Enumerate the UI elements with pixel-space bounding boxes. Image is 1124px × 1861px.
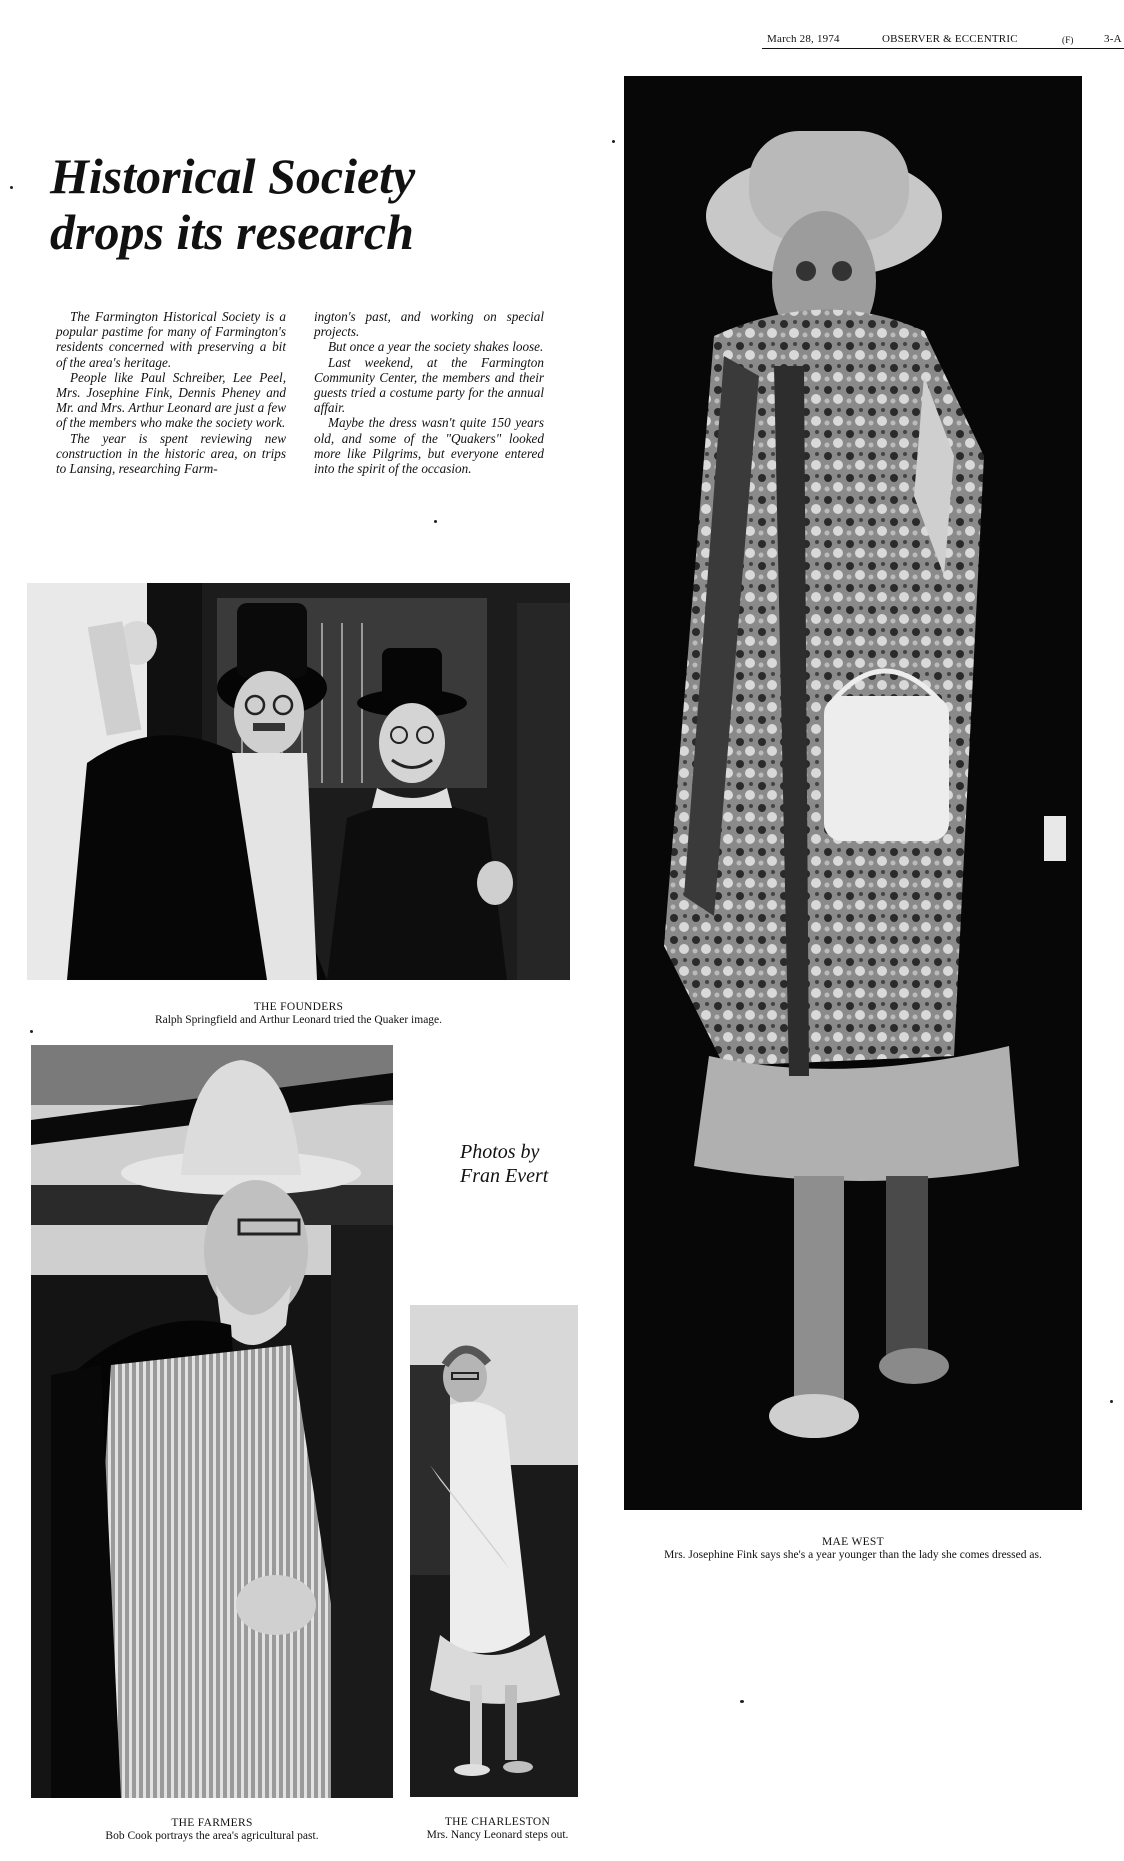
farmers-caption-text: Bob Cook portrays the area's agricultural past. xyxy=(105,1830,319,1842)
mae-west-caption xyxy=(624,1536,1082,1562)
farmers-photo xyxy=(31,1045,393,1798)
charleston-photo xyxy=(410,1305,578,1797)
page-number: 3-A xyxy=(1104,33,1122,45)
issue-date: March 28, 1974 xyxy=(767,33,840,45)
farmers-caption-heading: THE FARMERS xyxy=(171,1817,253,1829)
article-paragraph: Last weekend, at the Farmington Community Center, the members and their guests tried a costume party for the annual affair. xyxy=(314,354,544,416)
founders-caption-heading: THE FOUNDERS xyxy=(253,1001,344,1013)
scan-speck xyxy=(10,186,13,189)
scan-speck xyxy=(612,140,615,143)
article-paragraph: Maybe the dress wasn't quite 150 years old, and some of the "Quakers" looked more like Pilgrims, but everyone entered into the spirit of the occasion. xyxy=(314,415,544,477)
mae-west-photo xyxy=(624,76,1082,1510)
scan-speck xyxy=(1110,1400,1113,1403)
scan-speck xyxy=(434,520,437,523)
founders-caption-text: Ralph Springfield and Arthur Leonard tried the Quaker image. xyxy=(154,1014,443,1026)
headline xyxy=(50,148,570,260)
article-paragraph: People like Paul Schreiber, Lee Peel, Mrs. Josephine Fink, Dennis Pheney and Mr. and Mrs. Arthur Leonard are just a few of the members who make the society work. xyxy=(56,369,286,431)
masthead-rule xyxy=(762,48,1124,49)
photo-credit-line-2: Fran Evert xyxy=(460,1165,549,1187)
charleston-caption-heading: THE CHARLESTON xyxy=(444,1816,551,1828)
mae-west-caption-text: Mrs. Josephine Fink says she's a year younger than the lady she comes dressed as. xyxy=(664,1549,1042,1561)
charleston-caption xyxy=(400,1816,595,1842)
founders-photo xyxy=(27,583,570,980)
mae-west-caption-heading: MAE WEST xyxy=(822,1536,884,1548)
article-column-2 xyxy=(314,309,544,476)
headline-line-1: Historical Society xyxy=(50,148,416,204)
edition-mark: (F) xyxy=(1062,35,1074,45)
farmers-caption xyxy=(31,1817,393,1843)
article-paragraph: The Farmington Historical Society is a popular pastime for many of Farmington's residents concerned with preserving a bit of the area's heritage. xyxy=(56,309,286,370)
scan-speck xyxy=(30,1030,33,1033)
photo-credit xyxy=(460,1140,610,1188)
article-column-1 xyxy=(56,309,286,476)
article-paragraph: But once a year the society shakes loose. xyxy=(328,339,544,355)
founders-caption xyxy=(27,1001,570,1027)
article-paragraph: ington's past, and working on special projects. xyxy=(314,309,544,340)
article-paragraph: The year is spent reviewing new construction in the historic area, on trips to Lansing, researching Farm- xyxy=(56,430,286,477)
photo-credit-line-1: Photos by xyxy=(460,1141,540,1163)
charleston-caption-text: Mrs. Nancy Leonard steps out. xyxy=(426,1829,569,1841)
scan-speck xyxy=(740,1700,744,1703)
newspaper-name: OBSERVER & ECCENTRIC xyxy=(882,33,1018,45)
headline-line-2: drops its research xyxy=(50,204,414,260)
